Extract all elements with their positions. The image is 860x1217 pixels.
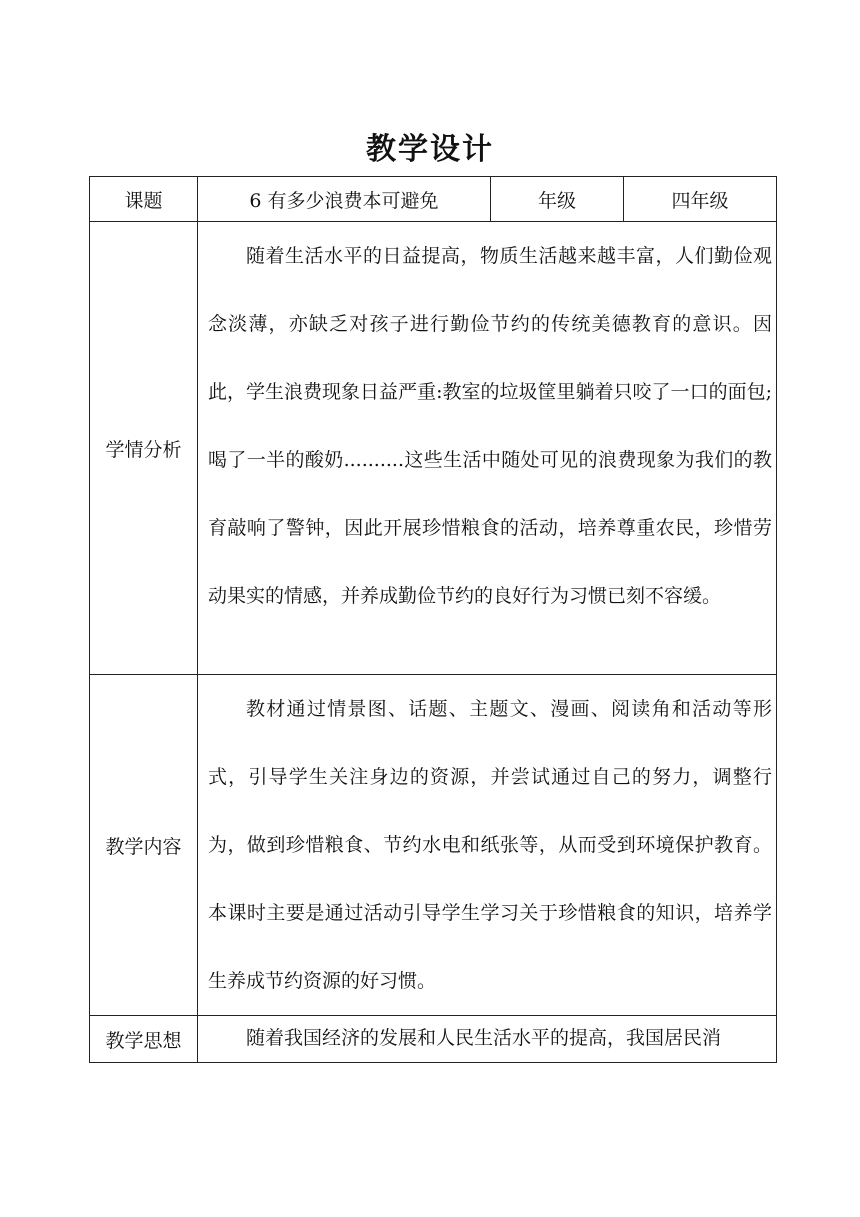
section-content: [198, 222, 777, 675]
section-row-thought: [90, 1016, 777, 1063]
grade-label: 年级: [491, 177, 624, 222]
section-paragraph: 随着生活水平的日益提高，物质生活越来越丰富，人们勤俭观念淡薄，亦缺乏对孩子进行勤俭节约的传统美德教育的意识。因此，学生浪费现象日益严重:教室的垃圾筐里躺着只咬了一口的面包;喝了一半的酸奶..........这些生活中随处可见的浪费现象为我们的教育敲响了警钟，因此开展珍惜粮食的活动，培养尊重农民，珍惜劳动果实的情感，并养成勤俭节约的良好行为习惯已刻不容缓。: [208, 245, 772, 607]
section-row-analysis: [90, 222, 777, 675]
section-paragraph: 随着我国经济的发展和人民生活水平的提高，我国居民消: [246, 1027, 722, 1049]
section-paragraph: 教材通过情景图、话题、主题文、漫画、阅读角和活动等形式，引导学生关注身边的资源，并尝试通过自己的努力，调整行为，做到珍惜粮食、节约水电和纸张等，从而受到环境保护教育。本课时主要是通过活动引导学生学习关于珍惜粮食的知识，培养学生养成节约资源的好习惯。: [208, 698, 772, 992]
grade-value: 四年级: [624, 177, 777, 222]
design-table: [89, 176, 777, 1063]
section-label: 教学思想: [90, 1016, 198, 1063]
section-label: 教学内容: [90, 675, 198, 1016]
topic-value: 6 有多少浪费本可避免: [198, 177, 491, 222]
section-label: 学情分析: [90, 222, 198, 675]
section-content: [198, 675, 777, 1016]
page-title: 教学设计: [366, 132, 494, 167]
section-row-content: [90, 675, 777, 1016]
header-row: [90, 177, 777, 222]
topic-label: 课题: [90, 177, 198, 222]
section-content: [198, 1016, 777, 1063]
